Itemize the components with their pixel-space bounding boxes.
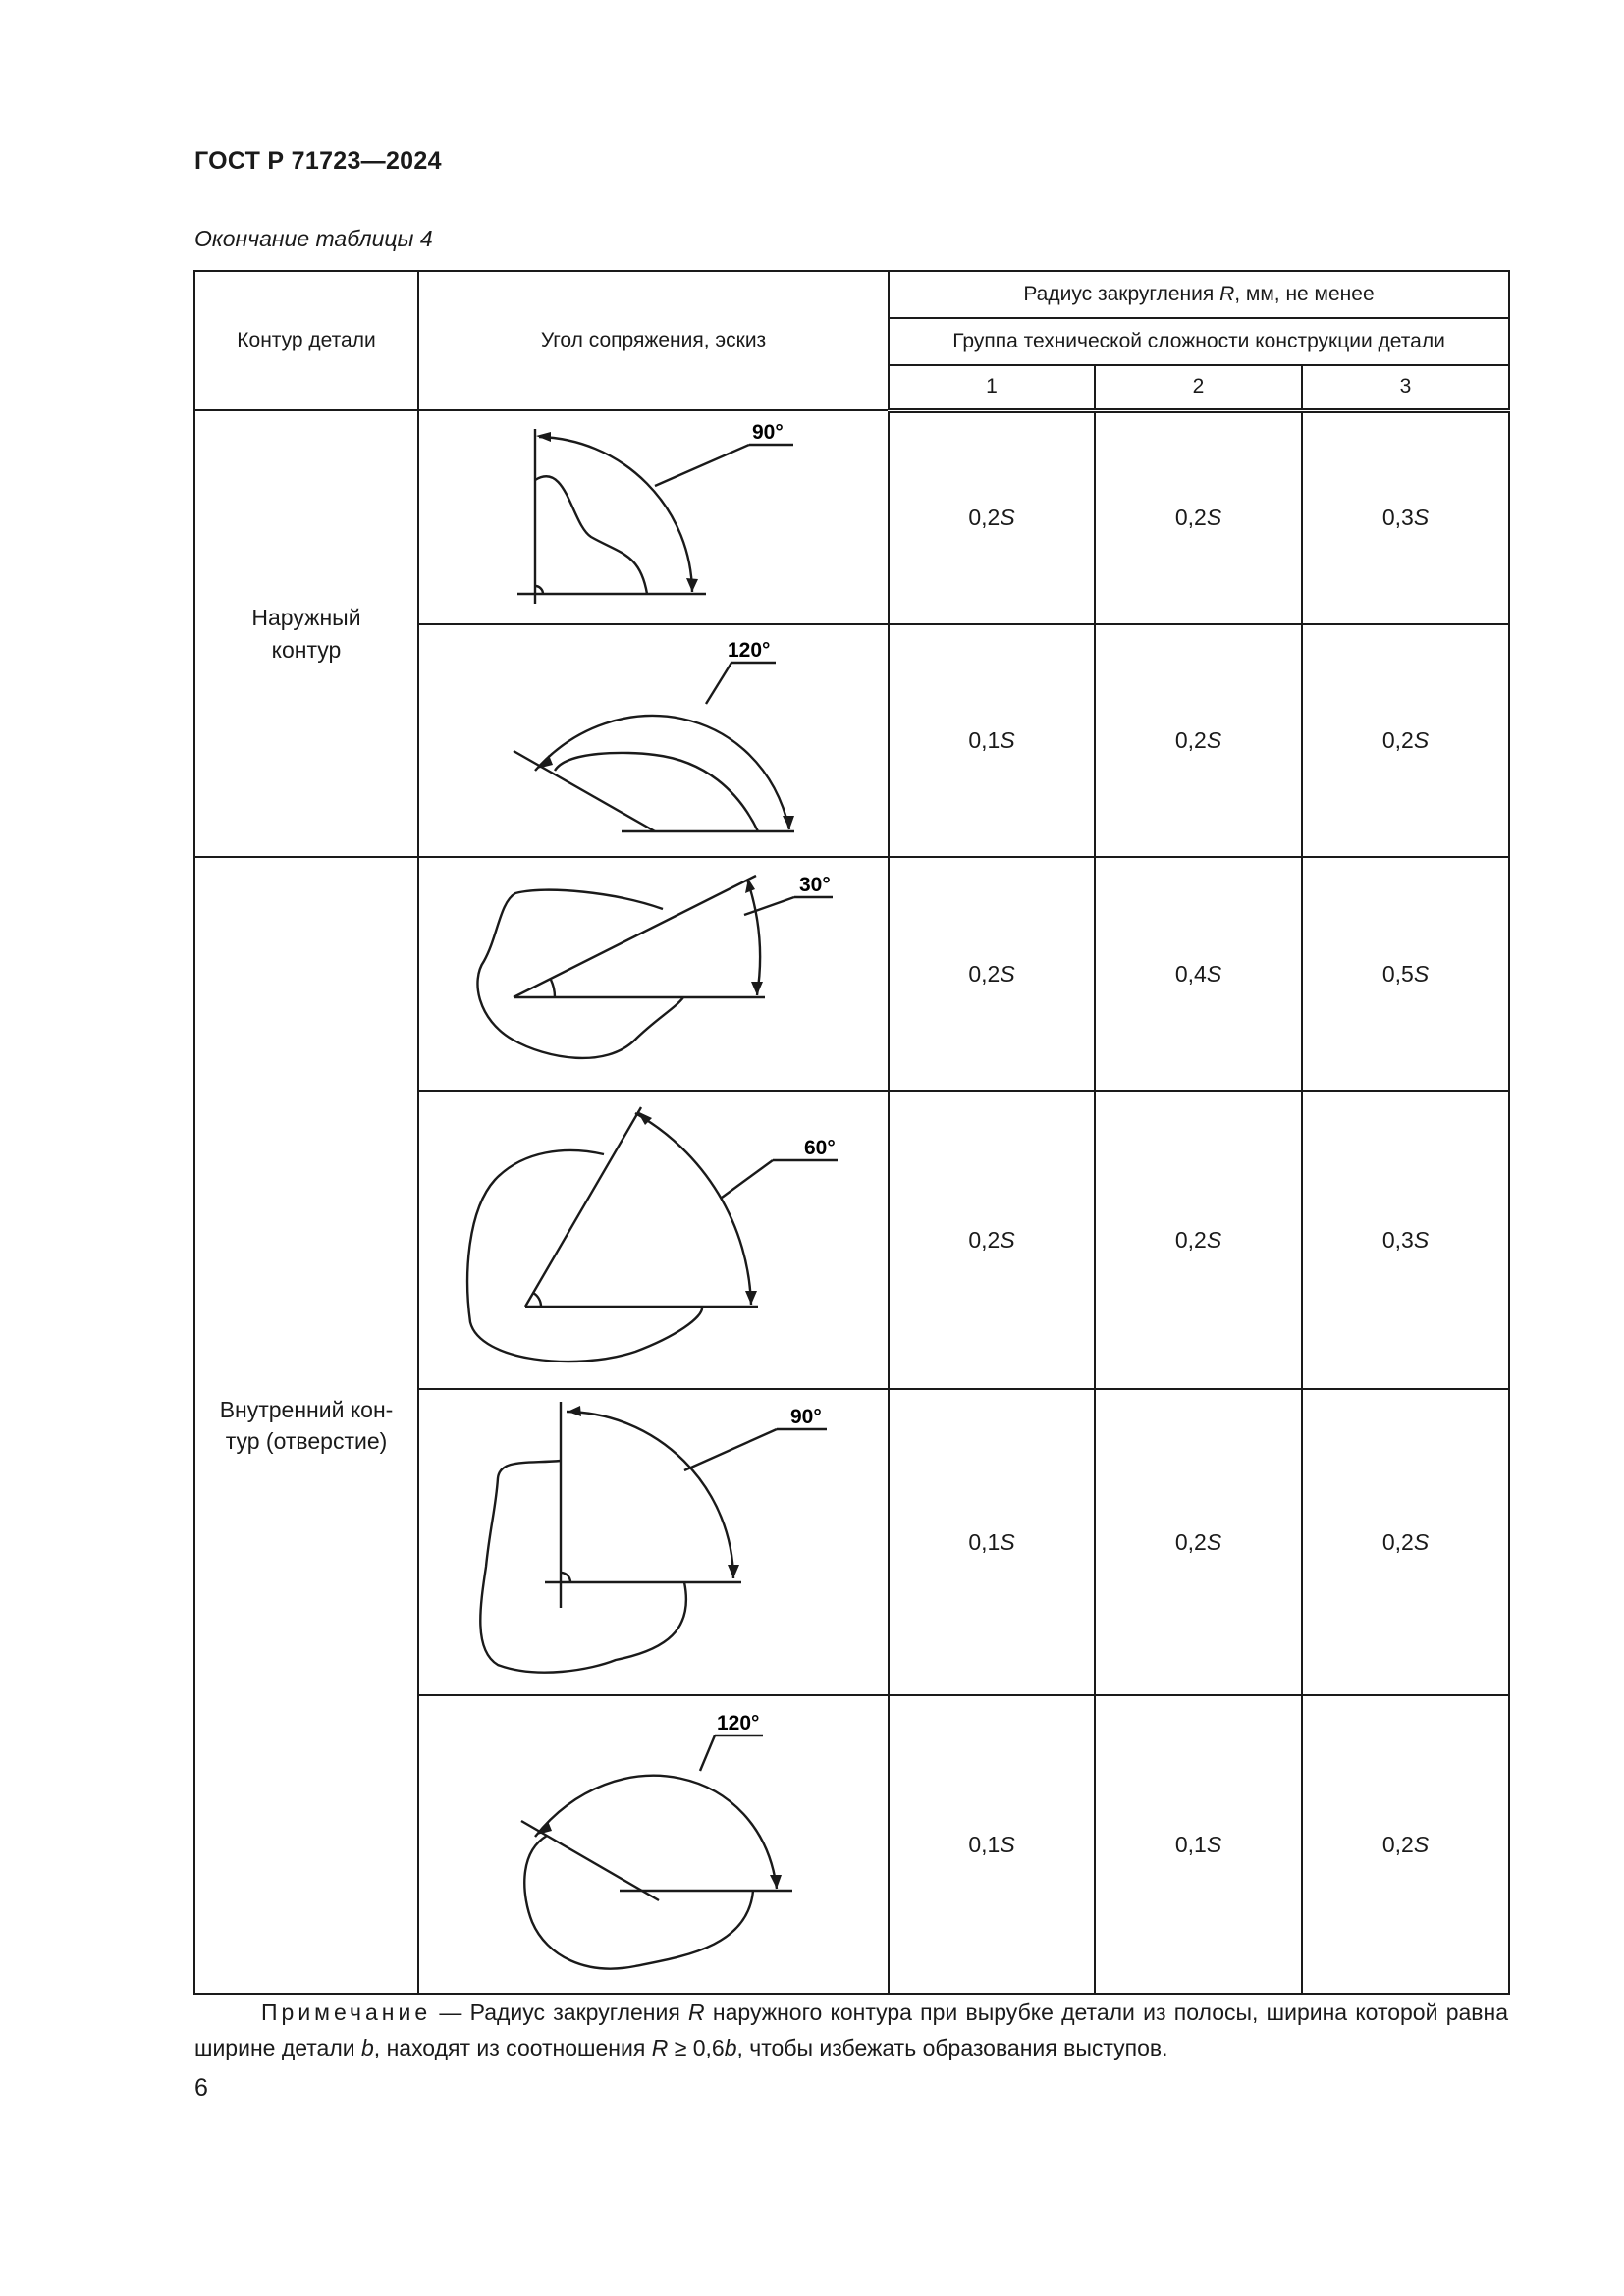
header-group-3: 3 xyxy=(1302,365,1509,410)
table-caption: Окончание таблицы 4 xyxy=(194,226,433,251)
table-row xyxy=(194,857,1509,1091)
sketch-outer-120 xyxy=(418,624,889,857)
value-cell: 0,2S xyxy=(1095,410,1302,624)
table-row xyxy=(194,410,1509,624)
sketch-inner-90 xyxy=(418,1389,889,1695)
header-radius: Радиус закругления R, мм, не менее xyxy=(889,271,1509,318)
outer-120-sketch-drawing xyxy=(419,625,890,856)
value-cell: 0,2S xyxy=(889,1091,1095,1389)
header-group-1: 1 xyxy=(889,365,1095,410)
sketch-inner-60 xyxy=(418,1091,889,1389)
note-label: Примечание xyxy=(261,2000,432,2025)
radius-table xyxy=(193,270,1510,1995)
value-cell: 0,5S xyxy=(1302,857,1509,1091)
header-complexity-group: Группа технической сложности конструкции детали xyxy=(889,318,1509,365)
angle-label: 120° xyxy=(717,1712,760,1735)
value-cell: 0,2S xyxy=(889,857,1095,1091)
sketch-inner-30 xyxy=(418,857,889,1091)
document-code: ГОСТ Р 71723—2024 xyxy=(194,147,442,175)
value-cell: 0,2S xyxy=(1302,1695,1509,1994)
header-angle-sketch: Угол сопряжения, эскиз xyxy=(418,271,889,410)
inner-30-sketch-drawing xyxy=(419,858,890,1090)
value-cell: 0,3S xyxy=(1302,410,1509,624)
angle-label: 60° xyxy=(804,1137,836,1159)
header-contour: Контур детали xyxy=(194,271,418,410)
contour-inner-label: Внутренний кон- тур (отверстие) xyxy=(194,857,418,1994)
contour-outer-label: Наружный контур xyxy=(194,410,418,857)
angle-label: 90° xyxy=(752,421,784,444)
value-cell: 0,2S xyxy=(1302,624,1509,857)
outer-90-sketch-drawing xyxy=(419,411,890,623)
angle-label: 120° xyxy=(728,639,771,662)
value-cell: 0,3S xyxy=(1302,1091,1509,1389)
value-cell: 0,4S xyxy=(1095,857,1302,1091)
sketch-inner-120 xyxy=(418,1695,889,1994)
angle-label: 90° xyxy=(790,1406,822,1428)
value-cell: 0,1S xyxy=(889,1695,1095,1994)
value-cell: 0,1S xyxy=(1095,1695,1302,1994)
value-cell: 0,1S xyxy=(889,624,1095,857)
page-number: 6 xyxy=(194,2074,208,2102)
table-note: Примечание — Радиус закругления R наружного контура при вырубке детали из полосы, ширина которой равна ширине детали b, находят из соотношения R ≥ 0,6b, чтобы избежать образования выступов. xyxy=(194,2000,1508,2060)
inner-60-sketch-drawing xyxy=(419,1092,890,1388)
value-cell: 0,2S xyxy=(1095,1091,1302,1389)
inner-90-sketch-drawing xyxy=(419,1390,890,1694)
inner-120-sketch-drawing xyxy=(419,1696,890,1993)
sketch-outer-90 xyxy=(418,410,889,624)
value-cell: 0,2S xyxy=(1095,1389,1302,1695)
value-cell: 0,2S xyxy=(889,410,1095,624)
value-cell: 0,2S xyxy=(1095,624,1302,857)
value-cell: 0,2S xyxy=(1302,1389,1509,1695)
value-cell: 0,1S xyxy=(889,1389,1095,1695)
angle-label: 30° xyxy=(799,874,831,896)
header-group-2: 2 xyxy=(1095,365,1302,410)
